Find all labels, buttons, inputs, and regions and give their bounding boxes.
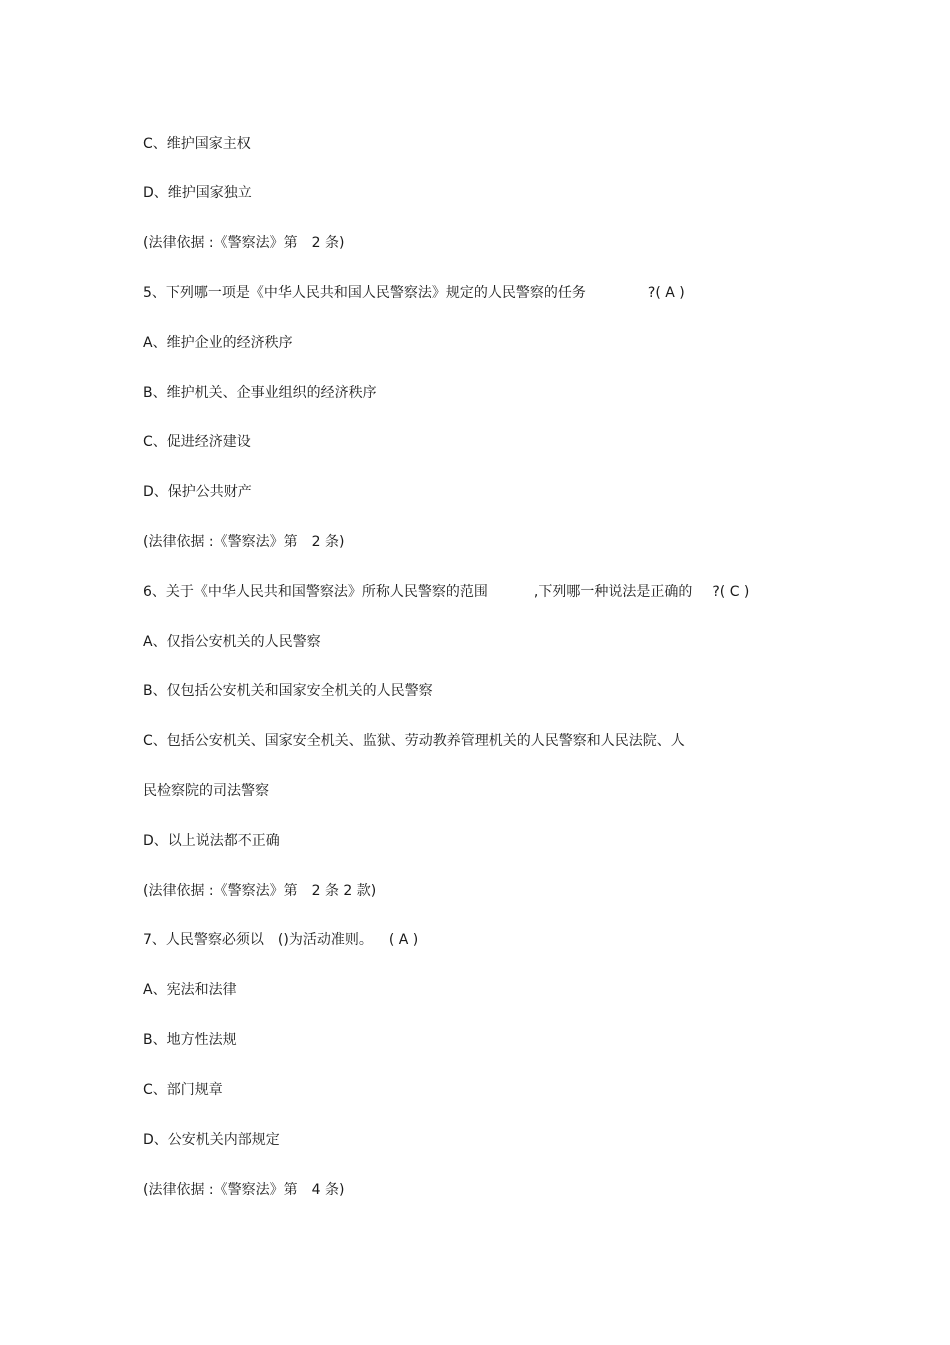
question-6-answer: ?( C ) (712, 584, 750, 600)
option-d-none-correct: D、以上说法都不正确 (143, 833, 280, 849)
option-c-sovereignty: C、维护国家主权 (143, 136, 251, 152)
question-7-answer: ( A ) (388, 932, 419, 948)
question-5 (143, 284, 685, 302)
question-6-continuation: ,下列哪一种说法是正确的 (533, 584, 693, 600)
option-d-internal-regulations: D、公安机关内部规定 (143, 1132, 280, 1148)
option-c-all-organs: C、包括公安机关、国家安全机关、监狱、劳动教养管理机关的人民警察和人民法院、人 (143, 733, 685, 749)
option-d-independence: D、维护国家独立 (143, 185, 252, 201)
option-b-local-regulations: B、地方性法规 (143, 1032, 237, 1048)
option-c-departmental-rules: C、部门规章 (143, 1082, 223, 1098)
option-c-economic-construction: C、促进经济建设 (143, 434, 251, 450)
option-d-public-property: D、保护公共财产 (143, 484, 252, 500)
question-7 (143, 931, 418, 949)
option-c-continuation: 民检察院的司法警察 (143, 783, 269, 799)
option-b-public-and-state-security: B、仅包括公安机关和国家安全机关的人民警察 (143, 683, 433, 699)
question-7-text: 7、人民警察必须以 ()为活动准则。 (143, 932, 373, 948)
question-6-text: 6、关于《中华人民共和国警察法》所称人民警察的范围 (143, 584, 488, 600)
option-a-constitution-and-law: A、宪法和法律 (143, 982, 237, 998)
legal-basis: (法律依据 :《警察法》第 4 条) (143, 1182, 345, 1198)
question-5-answer: ?( A ) (647, 285, 685, 301)
legal-basis: (法律依据 :《警察法》第 2 条) (143, 534, 345, 550)
legal-basis: (法律依据 :《警察法》第 2 条 2 款) (143, 883, 377, 899)
option-a-enterprise-order: A、维护企业的经济秩序 (143, 335, 293, 351)
option-a-public-security-only: A、仅指公安机关的人民警察 (143, 634, 321, 650)
option-b-organization-order: B、维护机关、企事业组织的经济秩序 (143, 385, 377, 401)
question-5-text: 5、下列哪一项是《中华人民共和国人民警察法》规定的人民警察的任务 (143, 285, 586, 301)
question-6 (143, 583, 749, 601)
legal-basis: (法律依据 :《警察法》第 2 条) (143, 235, 345, 251)
